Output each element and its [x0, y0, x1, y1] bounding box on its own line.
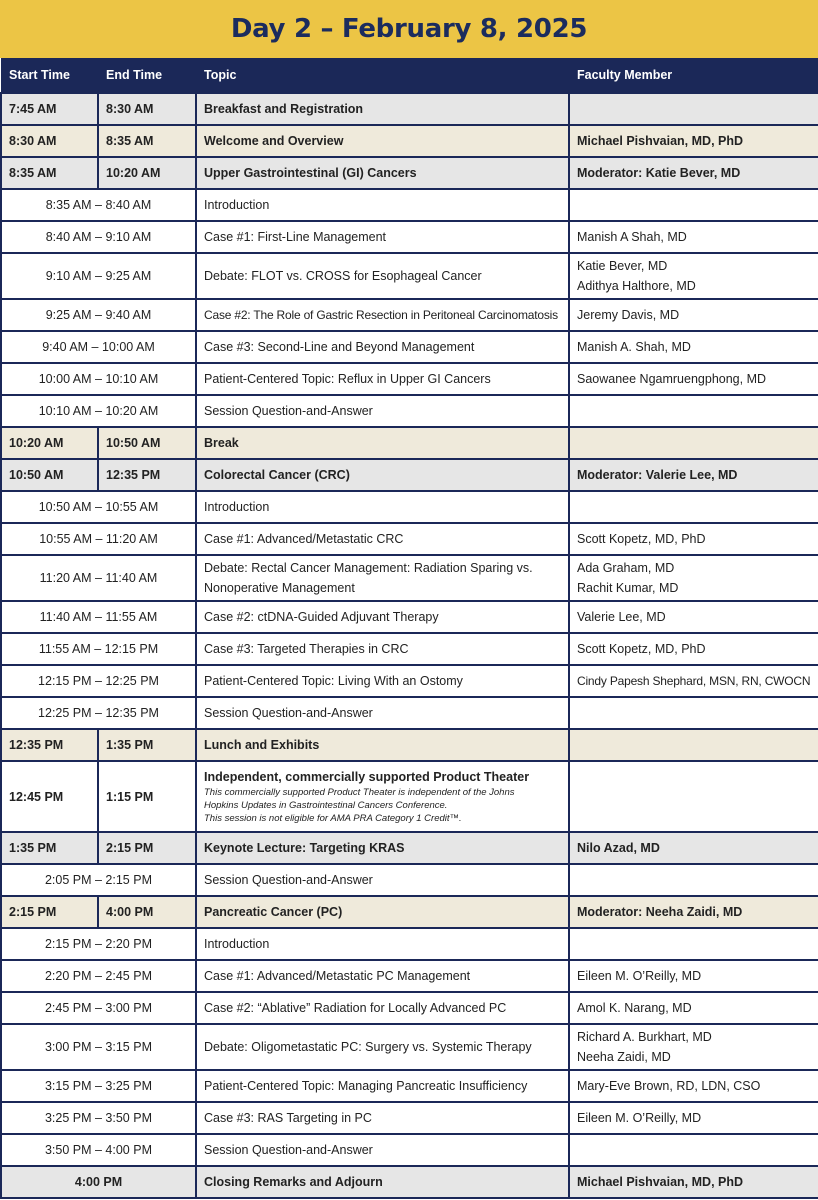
faculty: Manish A Shah, MD [569, 221, 818, 253]
faculty [569, 864, 818, 896]
start-time: 2:15 PM [1, 896, 98, 928]
faculty [569, 761, 818, 832]
faculty [569, 427, 818, 459]
topic: Session Question-and-Answer [196, 395, 569, 427]
topic: Pancreatic Cancer (PC) [196, 896, 569, 928]
table-row [1, 832, 818, 864]
end-time: 8:30 AM [98, 93, 196, 125]
table-row [1, 395, 818, 427]
table-row [1, 1166, 818, 1198]
page-title: Day 2 – February 8, 2025 [230, 14, 588, 44]
table-row [1, 1102, 818, 1134]
topic: Introduction [196, 491, 569, 523]
header-topic: Topic [204, 68, 237, 82]
faculty [569, 93, 818, 125]
time-range: 10:55 AM – 11:20 AM [1, 523, 196, 555]
topic: Case #1: First-Line Management [196, 221, 569, 253]
faculty: Scott Kopetz, MD, PhD [569, 523, 818, 555]
product-theater-note: Hopkins Updates in Gastrointestinal Cancers Conference. [204, 800, 448, 811]
faculty: Eileen M. O’Reilly, MD [569, 960, 818, 992]
end-time: 10:20 AM [98, 157, 196, 189]
topic: Case #2: ctDNA-Guided Adjuvant Therapy [196, 601, 569, 633]
faculty [569, 555, 818, 601]
faculty [569, 1024, 818, 1070]
faculty [569, 491, 818, 523]
header-faculty: Faculty Member [577, 68, 673, 82]
table-row [1, 864, 818, 896]
table-row [1, 427, 818, 459]
faculty [569, 253, 818, 299]
table-row [1, 665, 818, 697]
time-range: 10:10 AM – 10:20 AM [1, 395, 196, 427]
header-end-time: End Time [106, 68, 163, 82]
faculty: Jeremy Davis, MD [569, 299, 818, 331]
start-time: 1:35 PM [1, 832, 98, 864]
faculty: Moderator: Neeha Zaidi, MD [569, 896, 818, 928]
time-range: 9:10 AM – 9:25 AM [1, 253, 196, 299]
product-theater-title: Independent, commercially supported Product Theater [204, 770, 530, 784]
time-range: 12:15 PM – 12:25 PM [1, 665, 196, 697]
topic: Patient-Centered Topic: Reflux in Upper GI Cancers [196, 363, 569, 395]
time-range: 11:40 AM – 11:55 AM [1, 601, 196, 633]
topic: Upper Gastrointestinal (GI) Cancers [196, 157, 569, 189]
topic: Breakfast and Registration [196, 93, 569, 125]
topic: Case #3: RAS Targeting in PC [196, 1102, 569, 1134]
topic: Patient-Centered Topic: Managing Pancreatic Insufficiency [196, 1070, 569, 1102]
end-time: 12:35 PM [98, 459, 196, 491]
time-range: 11:20 AM – 11:40 AM [1, 555, 196, 601]
table-row [1, 331, 818, 363]
table-row [1, 221, 818, 253]
topic: Debate: Oligometastatic PC: Surgery vs. Systemic Therapy [196, 1024, 569, 1070]
table-row [1, 93, 818, 125]
topic: Introduction [196, 928, 569, 960]
end-time: 1:35 PM [98, 729, 196, 761]
table-row [1, 633, 818, 665]
faculty: Michael Pishvaian, MD, PhD [569, 125, 818, 157]
table-row [1, 729, 818, 761]
table-row [1, 459, 818, 491]
topic: Patient-Centered Topic: Living With an Ostomy [196, 665, 569, 697]
time-range: 2:05 PM – 2:15 PM [1, 864, 196, 896]
topic: Welcome and Overview [196, 125, 569, 157]
time-range: 9:40 AM – 10:00 AM [1, 331, 196, 363]
table-row [1, 896, 818, 928]
table-row [1, 697, 818, 729]
topic: Keynote Lecture: Targeting KRAS [196, 832, 569, 864]
faculty [569, 928, 818, 960]
end-time: 10:50 AM [98, 427, 196, 459]
agenda-table [0, 58, 818, 1199]
faculty: Nilo Azad, MD [569, 832, 818, 864]
time-range: 12:25 PM – 12:35 PM [1, 697, 196, 729]
faculty-line: Adithya Halthore, MD [577, 279, 696, 293]
table-row [1, 125, 818, 157]
table-row [1, 157, 818, 189]
topic: Introduction [196, 189, 569, 221]
topic: Case #2: The Role of Gastric Resection in Peritoneal Carcinomatosis [196, 299, 569, 331]
table-row [1, 1134, 818, 1166]
faculty [569, 729, 818, 761]
table-row [1, 363, 818, 395]
topic: Session Question-and-Answer [196, 697, 569, 729]
topic: Session Question-and-Answer [196, 1134, 569, 1166]
time-range: 2:20 PM – 2:45 PM [1, 960, 196, 992]
topic [196, 761, 569, 832]
faculty [569, 1134, 818, 1166]
table-row [1, 1070, 818, 1102]
end-time: 8:35 AM [98, 125, 196, 157]
table-row [1, 189, 818, 221]
time-range: 10:00 AM – 10:10 AM [1, 363, 196, 395]
time-range: 9:25 AM – 9:40 AM [1, 299, 196, 331]
closing-time: 4:00 PM [1, 1166, 196, 1198]
start-time: 10:50 AM [1, 459, 98, 491]
faculty [569, 189, 818, 221]
topic: Debate: FLOT vs. CROSS for Esophageal Cancer [196, 253, 569, 299]
table-row [1, 761, 818, 832]
time-range: 3:00 PM – 3:15 PM [1, 1024, 196, 1070]
faculty: Cindy Papesh Shephard, MSN, RN, CWOCN [569, 665, 818, 697]
topic: Case #3: Second-Line and Beyond Management [196, 331, 569, 363]
faculty [569, 697, 818, 729]
table-row [1, 523, 818, 555]
faculty: Amol K. Narang, MD [569, 992, 818, 1024]
faculty: Mary-Eve Brown, RD, LDN, CSO [569, 1070, 818, 1102]
end-time: 1:15 PM [98, 761, 196, 832]
time-range: 8:35 AM – 8:40 AM [1, 189, 196, 221]
start-time: 8:35 AM [1, 157, 98, 189]
faculty-line: Ada Graham, MD [577, 561, 675, 575]
time-range: 2:15 PM – 2:20 PM [1, 928, 196, 960]
faculty-line: Rachit Kumar, MD [577, 581, 679, 595]
title-bar [0, 0, 818, 58]
topic: Break [196, 427, 569, 459]
end-time: 2:15 PM [98, 832, 196, 864]
start-time: 12:35 PM [1, 729, 98, 761]
time-range: 3:25 PM – 3:50 PM [1, 1102, 196, 1134]
topic: Case #1: Advanced/Metastatic PC Management [196, 960, 569, 992]
table-row [1, 299, 818, 331]
faculty-line: Richard A. Burkhart, MD [577, 1030, 712, 1044]
table-row [1, 992, 818, 1024]
product-theater-note: This session is not eligible for AMA PRA Category 1 Credit™. [204, 813, 462, 824]
start-time: 8:30 AM [1, 125, 98, 157]
table-header-row [1, 58, 818, 93]
table-row [1, 253, 818, 299]
start-time: 10:20 AM [1, 427, 98, 459]
header-start-time: Start Time [9, 68, 70, 82]
end-time: 4:00 PM [98, 896, 196, 928]
faculty-line: Katie Bever, MD [577, 259, 668, 273]
product-theater-note: This commercially supported Product Theater is independent of the Johns [204, 787, 515, 798]
faculty: Saowanee Ngamruengphong, MD [569, 363, 818, 395]
faculty-line: Neeha Zaidi, MD [577, 1050, 671, 1064]
faculty: Valerie Lee, MD [569, 601, 818, 633]
faculty: Scott Kopetz, MD, PhD [569, 633, 818, 665]
faculty: Michael Pishvaian, MD, PhD [569, 1166, 818, 1198]
table-row [1, 491, 818, 523]
topic: Case #2: “Ablative” Radiation for Locally Advanced PC [196, 992, 569, 1024]
topic: Session Question-and-Answer [196, 864, 569, 896]
table-row [1, 960, 818, 992]
table-row [1, 555, 818, 601]
faculty: Moderator: Valerie Lee, MD [569, 459, 818, 491]
time-range: 3:50 PM – 4:00 PM [1, 1134, 196, 1166]
faculty: Moderator: Katie Bever, MD [569, 157, 818, 189]
topic: Closing Remarks and Adjourn [196, 1166, 569, 1198]
topic: Debate: Rectal Cancer Management: Radiation Sparing vs. Nonoperative Management [196, 555, 569, 601]
faculty: Eileen M. O’Reilly, MD [569, 1102, 818, 1134]
topic: Colorectal Cancer (CRC) [196, 459, 569, 491]
start-time: 7:45 AM [1, 93, 98, 125]
time-range: 2:45 PM – 3:00 PM [1, 992, 196, 1024]
start-time: 12:45 PM [1, 761, 98, 832]
faculty: Manish A. Shah, MD [569, 331, 818, 363]
topic: Lunch and Exhibits [196, 729, 569, 761]
time-range: 10:50 AM – 10:55 AM [1, 491, 196, 523]
time-range: 11:55 AM – 12:15 PM [1, 633, 196, 665]
table-row [1, 601, 818, 633]
faculty [569, 395, 818, 427]
topic: Case #1: Advanced/Metastatic CRC [196, 523, 569, 555]
table-row [1, 1024, 818, 1070]
table-row [1, 928, 818, 960]
topic: Case #3: Targeted Therapies in CRC [196, 633, 569, 665]
time-range: 3:15 PM – 3:25 PM [1, 1070, 196, 1102]
time-range: 8:40 AM – 9:10 AM [1, 221, 196, 253]
